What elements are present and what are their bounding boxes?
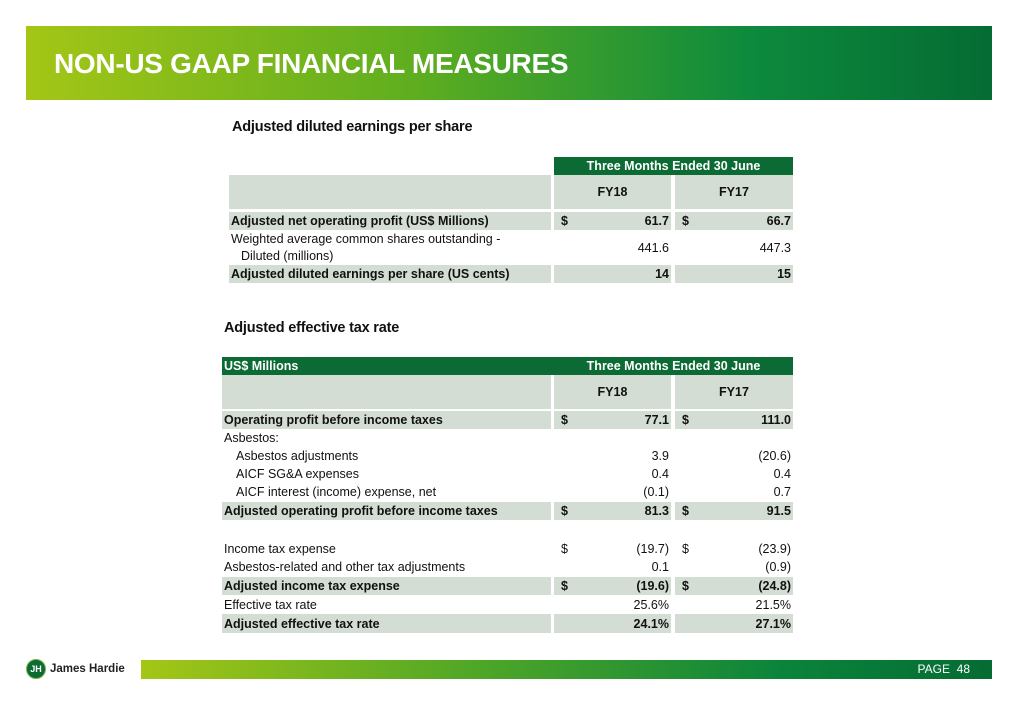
row-label: Asbestos: [224,431,279,445]
currency-symbol: $ [561,579,568,593]
james-hardie-logo-icon: JH [26,659,46,679]
currency-symbol: $ [682,542,689,556]
eps-row-adjusted-eps [229,265,793,283]
footer-bar [141,660,992,679]
value-text: (23.9) [758,542,791,556]
eps-col-fy17: FY17 [675,175,793,209]
fy18-value: 441.6 [637,241,669,255]
value-text: 66.7 [766,214,791,228]
row-label: Asbestos adjustments [236,449,359,463]
currency-symbol: $ [561,214,568,228]
row-label: Adjusted operating profit before income taxes [222,502,551,520]
fy17-value: 447.3 [759,241,791,255]
currency-symbol: $ [561,504,568,518]
row-label: AICF interest (income) expense, net [236,485,437,499]
tax-row-adjusted-effective-tax-rate [222,614,793,633]
value-text: 81.3 [644,504,669,518]
tax-row-effective-tax-rate [222,596,793,614]
value-text: 111.0 [761,413,791,427]
fy17-value [675,212,793,230]
row-label [229,231,551,265]
row-label: AICF SG&A expenses [236,467,359,481]
value-text: (24.8) [758,579,791,593]
tax-row-adjusted-income-tax [222,577,793,595]
value-text: 77.1 [644,413,669,427]
eps-header-blank [229,175,551,209]
fy17-value: 0.4 [773,467,791,481]
tax-row-asbestos-heading [222,429,793,447]
value-text: 61.7 [644,214,669,228]
fy18-value: 14 [554,265,671,283]
eps-period-header: Three Months Ended 30 June [554,157,793,175]
page-title: NON-US GAAP FINANCIAL MEASURES [54,48,569,79]
row-label: Adjusted diluted earnings per share (US cents) [229,265,551,283]
eps-table [229,157,793,283]
currency-symbol: $ [682,504,689,518]
tax-period-header: Three Months Ended 30 June [586,359,761,373]
tax-column-header-row [222,375,793,409]
tax-row-operating-profit [222,411,793,429]
fy17-value: 0.7 [773,485,791,499]
fy17-value: 27.1% [675,614,793,633]
fy17-value [675,502,793,520]
title-banner [26,26,992,100]
currency-symbol: $ [682,579,689,593]
fy17-value: (20.6) [758,449,791,463]
eps-row-net-operating-profit [229,212,793,230]
fy18-value [554,577,671,595]
row-label: Adjusted effective tax rate [222,614,551,633]
eps-col-fy18: FY18 [554,175,671,209]
row-label: Effective tax rate [224,598,317,612]
row-label-line1: Weighted average common shares outstanding - [231,232,501,246]
fy17-value: 15 [675,265,793,283]
tax-row-adjusted-operating-profit [222,502,793,520]
tax-row-income-tax-expense [222,540,793,558]
fy18-value [554,212,671,230]
page-label-text: PAGE [917,662,950,676]
fy18-value: 3.9 [651,449,669,463]
fy17-value [675,540,793,558]
tax-header-row [222,357,793,375]
page-number-label [918,662,971,676]
tax-units-label: US$ Millions [222,357,793,375]
row-label: Asbestos-related and other tax adjustments [224,560,466,574]
tax-col-fy18: FY18 [554,375,671,409]
eps-column-header-row [229,175,793,209]
value-text: (19.7) [636,542,669,556]
value-text: 91.5 [766,504,791,518]
tax-row-aicf-interest [222,483,793,501]
tax-header-blank [222,375,551,409]
currency-symbol: $ [561,542,568,556]
fy18-value [554,411,671,429]
eps-row-weighted-shares [229,231,793,265]
tax-row-asbestos-tax-adjustments [222,558,793,576]
currency-symbol: $ [682,214,689,228]
row-label: Adjusted income tax expense [222,577,551,595]
currency-symbol: $ [561,413,568,427]
tax-table [222,357,793,633]
value-text: (19.6) [636,579,669,593]
fy17-value: (0.9) [765,560,791,574]
currency-symbol: $ [682,413,689,427]
tax-row-asbestos-adjustments [222,447,793,465]
tax-section-title: Adjusted effective tax rate [224,320,400,336]
fy18-value [554,540,671,558]
row-label: Adjusted net operating profit (US$ Millions) [229,212,551,230]
row-label-line2: Diluted (millions) [241,249,334,263]
fy18-value: 0.4 [651,467,669,481]
fy17-value: 21.5% [755,598,791,612]
fy18-value [554,502,671,520]
row-label: Income tax expense [224,542,336,556]
eps-header-row [229,157,793,175]
fy18-value: 25.6% [633,598,669,612]
row-label: Operating profit before income taxes [222,411,551,429]
logo-text: James Hardie [50,663,125,675]
fy17-value [675,577,793,595]
page-number: 48 [956,662,970,676]
fy18-value: 0.1 [651,560,669,574]
eps-section-title: Adjusted diluted earnings per share [232,119,473,135]
tax-row-aicf-sga [222,465,793,483]
fy17-value [675,411,793,429]
fy18-value: 24.1% [554,614,671,633]
james-hardie-logo [26,659,125,679]
tax-col-fy17: FY17 [675,375,793,409]
fy18-value: (0.1) [643,485,669,499]
